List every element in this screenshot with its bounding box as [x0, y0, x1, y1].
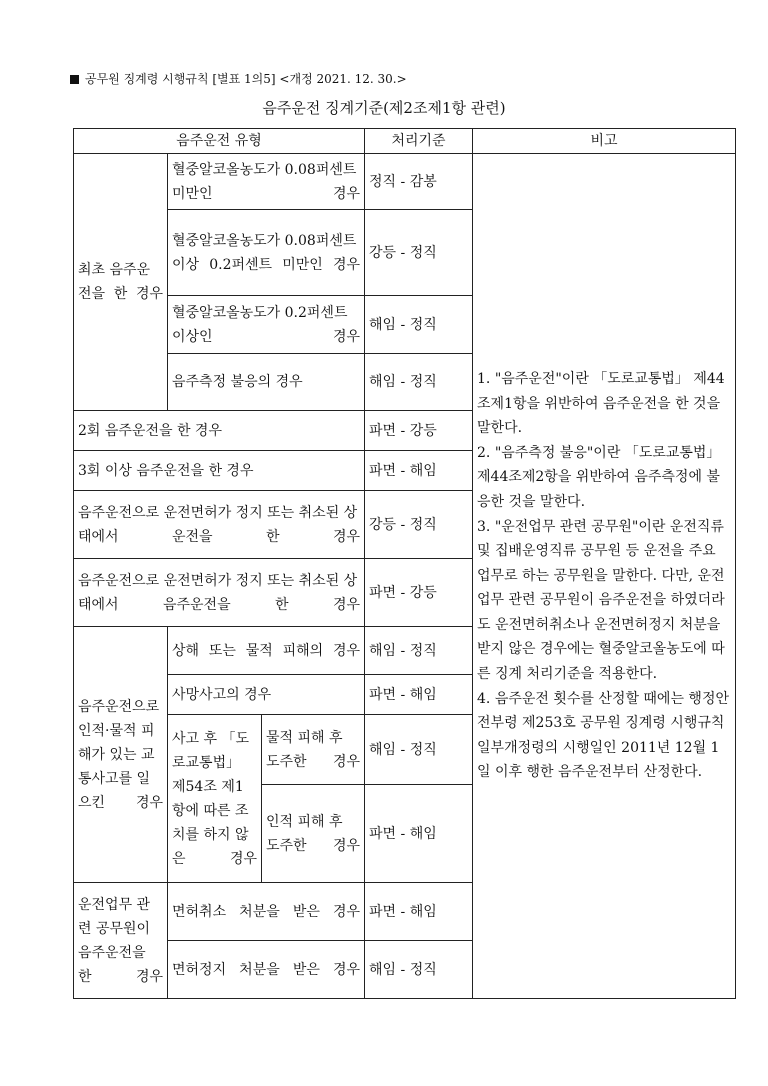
license-revoked-desc: 면허취소 처분을 받은 경우	[168, 883, 365, 941]
first-offense-desc-4: 음주측정 불응의 경우	[168, 354, 365, 411]
license-suspended-drunk-desc: 음주운전으로 운전면허가 정지 또는 취소된 상태에서 음주운전을 한 경우	[74, 559, 365, 627]
document-title: 음주운전 징계기준(제2조제1항 관련)	[262, 99, 506, 117]
first-offense-desc-2: 혈중알코올농도가 0.08퍼센트 이상 0.2퍼센트 미만인 경우	[168, 210, 365, 296]
revision-note: <개정 2021. 12. 30.>	[279, 72, 407, 86]
accident-injury-std: 해임 - 정직	[365, 627, 473, 675]
license-suspended-std: 해임 - 정직	[365, 941, 473, 999]
license-suspended-drunk-std: 파면 - 강등	[365, 559, 473, 627]
black-square-icon	[70, 75, 79, 84]
license-revoked-std: 파면 - 해임	[365, 883, 473, 941]
header-remarks: 비고	[473, 129, 736, 154]
disciplinary-table	[73, 128, 736, 999]
first-offense-label: 최초 음주운전을 한 경우	[74, 154, 168, 411]
header-row	[74, 129, 736, 154]
accident-death-desc: 사망사고의 경우	[168, 675, 365, 715]
remark-1: 1. "음주운전"이란 「도로교통법」 제44조제1항을 위반하여 음주운전을 한 것을 말한다.	[477, 370, 725, 437]
table-row	[74, 154, 736, 210]
remark-3: 3. "운전업무 관련 공무원"이란 운전직류 및 집배운영직류 공무원 등 운전을 주요 업무로 하는 공무원을 말한다. 다만, 운전업무 관련 공무원이 음주운전을 하였더라도 운전면허취소나 운전면허정지 처분을 받지 않은 경우에는 혈중알코올농도에 따른 징계 처리기준을 적용한다.	[477, 518, 725, 683]
first-offense-std-2: 강등 - 정직	[365, 210, 473, 296]
license-suspended-driving-desc: 음주운전으로 운전면허가 정지 또는 취소된 상태에서 운전을 한 경우	[74, 491, 365, 559]
third-offense-std: 파면 - 해임	[365, 451, 473, 491]
remarks-cell	[473, 154, 736, 999]
injury-flee-std: 파면 - 해임	[365, 785, 473, 883]
remark-2: 2. "음주측정 불응"이란 「도로교통법」 제44조제2항을 위반하여 음주측정에 불응한 것을 말한다.	[477, 444, 721, 510]
second-offense-desc: 2회 음주운전을 한 경우	[74, 411, 365, 451]
license-suspended-driving-std: 강등 - 정직	[365, 491, 473, 559]
third-offense-desc: 3회 이상 음주운전을 한 경우	[74, 451, 365, 491]
first-offense-std-1: 정직 - 감봉	[365, 154, 473, 210]
first-offense-desc-3: 혈중알코올농도가 0.2퍼센트 이상인 경우	[168, 296, 365, 354]
first-offense-std-4: 해임 - 정직	[365, 354, 473, 411]
header-line	[70, 70, 407, 87]
accident-death-std: 파면 - 해임	[365, 675, 473, 715]
header-standard: 처리기준	[365, 129, 473, 154]
second-offense-std: 파면 - 강등	[365, 411, 473, 451]
first-offense-desc-1: 혈중알코올농도가 0.08퍼센트 미만인 경우	[168, 154, 365, 210]
header-text: 공무원 징계령 시행규칙 [별표 1의5]	[85, 72, 276, 86]
header-type: 음주운전 유형	[74, 129, 365, 154]
hit-run-label: 사고 후 「도로교통법」 제54조 제1항에 따른 조치를 하지 않은 경우	[168, 715, 262, 883]
driving-duty-label: 운전업무 관련 공무원이 음주운전을 한 경우	[74, 883, 168, 999]
property-flee-desc: 물적 피해 후 도주한 경우	[262, 715, 365, 785]
accident-label: 음주운전으로 인적·물적 피해가 있는 교통사고를 일으킨 경우	[74, 627, 168, 883]
accident-injury-desc: 상해 또는 물적 피해의 경우	[168, 627, 365, 675]
remark-4: 4. 음주운전 횟수를 산정할 때에는 행정안전부령 제253호 공무원 징계령 시행규칙 일부개정령의 시행일인 2011년 12월 1일 이후 행한 음주운전부터 산정한다.	[477, 690, 730, 781]
first-offense-std-3: 해임 - 정직	[365, 296, 473, 354]
property-flee-std: 해임 - 정직	[365, 715, 473, 785]
injury-flee-desc: 인적 피해 후 도주한 경우	[262, 785, 365, 883]
license-suspended-desc: 면허정지 처분을 받은 경우	[168, 941, 365, 999]
